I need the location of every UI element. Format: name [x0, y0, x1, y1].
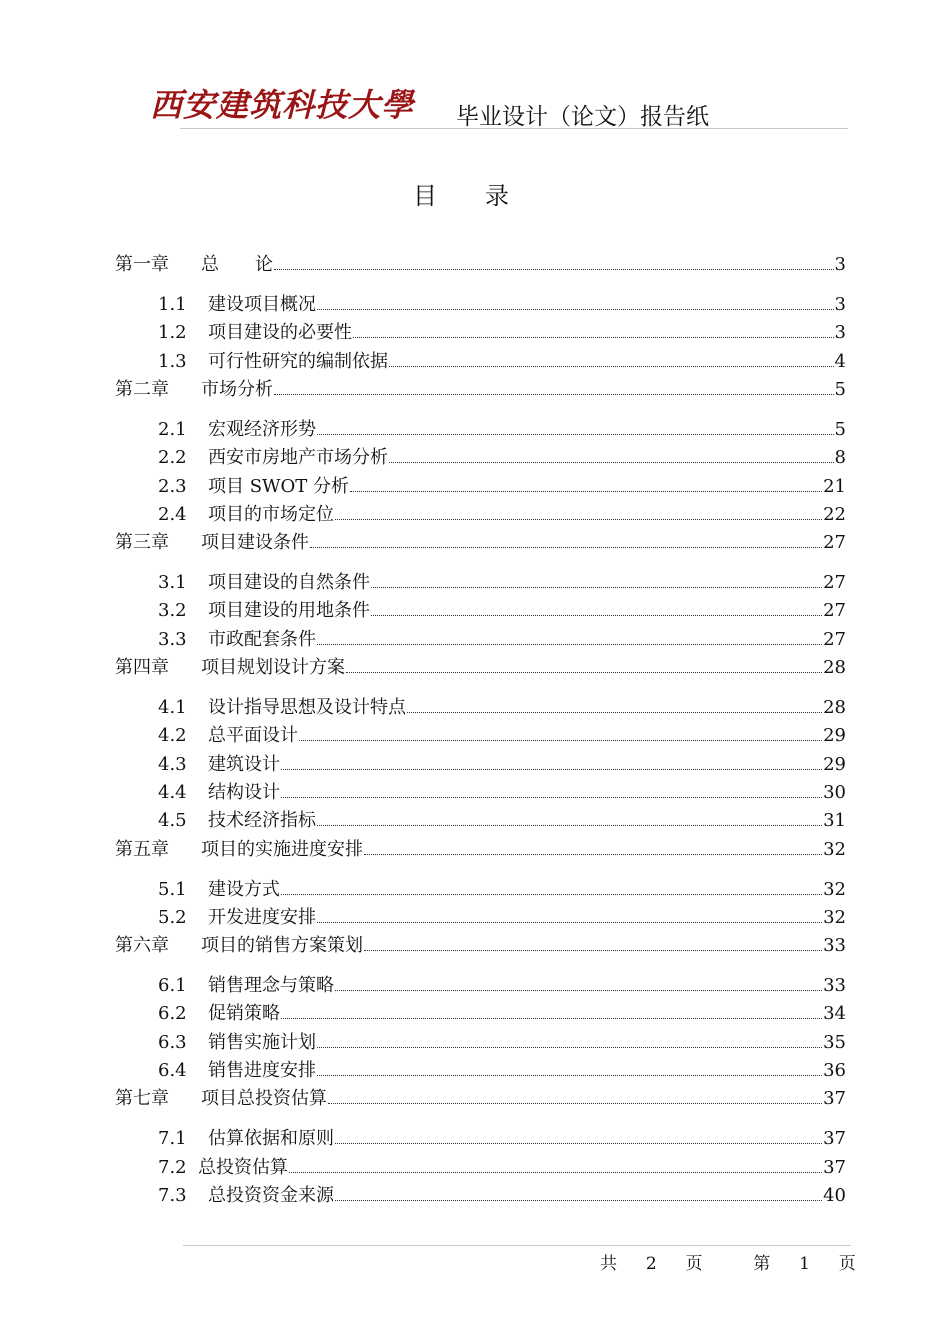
toc-entry-page: 8 [834, 447, 846, 469]
toc-entry-page: 32 [823, 906, 846, 928]
toc-entry-label: 项目建设的必要性 [208, 322, 352, 344]
toc-entry-number: 6.2 [158, 1003, 187, 1025]
toc-entry-number: 4.2 [158, 725, 187, 747]
toc-dot-leader [299, 740, 822, 741]
toc-dot-leader [350, 491, 822, 492]
toc-dot-leader [317, 825, 822, 826]
toc-entry-page: 27 [823, 532, 846, 554]
toc-chapter-entry[interactable] [115, 250, 846, 276]
toc-entry-number: 6.3 [158, 1031, 187, 1053]
toc-entry-number: 第二章 [115, 378, 169, 400]
toc-dot-leader [335, 990, 822, 991]
toc-entry-label: 促销策略 [208, 1003, 280, 1025]
university-logo: 西安建筑科技大學 [150, 86, 415, 124]
toc-entry-label: 建设项目概况 [208, 294, 316, 315]
toc-section-entry[interactable] [158, 721, 846, 747]
toc-entry-page: 33 [823, 935, 846, 957]
toc-title: 目录 [413, 182, 557, 210]
toc-entry-number: 3.3 [158, 628, 187, 650]
toc-entry-label: 设计指导思想及设计特点 [208, 697, 406, 718]
toc-entry-number: 1.1 [158, 294, 187, 315]
toc-entry-label: 可行性研究的编制依据 [208, 350, 388, 372]
footer-current-page: 1 [799, 1254, 810, 1274]
toc-entry-page: 29 [823, 725, 846, 747]
toc-entry-page: 37 [823, 1128, 846, 1150]
toc-section-entry[interactable] [158, 625, 846, 651]
toc-dot-leader [310, 547, 822, 548]
toc-entry-page: 32 [823, 878, 846, 900]
toc-entry-number: 2.2 [158, 447, 187, 469]
toc-entry-page: 34 [823, 1003, 846, 1025]
toc-entry-label: 销售实施计划 [208, 1031, 316, 1053]
footer-total-prefix: 共 [600, 1254, 617, 1274]
footer-current-suffix: 页 [838, 1254, 856, 1274]
toc-dot-leader [364, 854, 822, 855]
toc-entry-page: 30 [823, 781, 846, 803]
toc-entry-label: 项目总投资估算 [201, 1088, 327, 1110]
toc-chapter-entry[interactable] [115, 375, 846, 401]
toc-entry-number: 第六章 [115, 935, 169, 957]
toc-section-entry[interactable] [158, 1181, 846, 1207]
toc-entry-label: 项目的实施进度安排 [201, 838, 363, 860]
toc-entry-page: 37 [823, 1156, 846, 1178]
toc-chapter-entry[interactable] [115, 931, 846, 957]
toc-entry-label: 总 论 [201, 254, 273, 275]
toc-dot-leader [281, 894, 822, 895]
toc-entry-page: 3 [834, 294, 846, 315]
toc-dot-leader [389, 462, 834, 463]
toc-entry-number: 6.1 [158, 975, 187, 997]
toc-entry-label: 项目 SWOT 分析 [208, 475, 350, 497]
footer-total-pages: 2 [645, 1254, 657, 1274]
toc-dot-leader [317, 309, 834, 310]
toc-entry-label: 项目的销售方案策划 [201, 935, 363, 957]
toc-dot-leader [317, 922, 822, 923]
toc-entry-number: 2.4 [158, 503, 187, 525]
toc-entry-number: 4.1 [158, 697, 187, 718]
toc-dot-leader [317, 434, 834, 435]
toc-entry-label: 技术经济指标 [208, 810, 316, 832]
toc-entry-page: 3 [834, 322, 846, 344]
toc-entry-page: 29 [823, 753, 846, 775]
toc-entry-number: 第五章 [115, 838, 169, 860]
toc-section-entry[interactable] [158, 443, 846, 469]
toc-dot-leader [407, 712, 822, 713]
toc-entry-label: 宏观经济形势 [208, 418, 316, 440]
toc-section-entry[interactable] [158, 290, 846, 316]
toc-entry-page: 35 [823, 1031, 846, 1053]
toc-section-entry[interactable] [158, 347, 846, 373]
page-header [0, 0, 950, 140]
toc-entry-page: 27 [823, 572, 846, 594]
toc-entry-number: 7.3 [158, 1184, 187, 1206]
toc-section-entry[interactable] [158, 778, 846, 804]
toc-dot-leader [371, 587, 822, 588]
header-divider [180, 128, 848, 129]
toc-entry-page: 27 [823, 600, 846, 622]
toc-entry-number: 7.2 [158, 1156, 187, 1178]
toc-chapter-entry[interactable] [115, 653, 846, 679]
page-footer [600, 1249, 856, 1274]
toc-dot-leader [289, 1172, 822, 1173]
toc-entry-number: 5.2 [158, 906, 187, 928]
toc-section-entry[interactable] [158, 999, 846, 1025]
toc-entry-label: 市场分析 [201, 378, 273, 400]
footer-total-suffix: 页 [685, 1254, 703, 1274]
toc-entry-label: 总投资估算 [198, 1156, 288, 1178]
toc-entry-page: 5 [834, 378, 846, 400]
toc-entry-number: 第三章 [115, 532, 169, 554]
toc-entry-number: 5.1 [158, 878, 187, 900]
toc-entry-page: 22 [823, 503, 846, 525]
footer-current-prefix: 第 [753, 1254, 771, 1274]
toc-dot-leader [371, 615, 822, 616]
toc-entry-number: 3.1 [158, 572, 187, 594]
toc-entry-label: 西安市房地产市场分析 [208, 447, 388, 469]
toc-entry-page: 31 [823, 810, 846, 832]
toc-entry-number: 4.4 [158, 781, 187, 803]
toc-entry-label: 市政配套条件 [208, 628, 316, 650]
toc-entry-label: 项目建设条件 [201, 532, 309, 554]
toc-dot-leader [389, 366, 834, 367]
toc-entry-page: 3 [834, 254, 846, 275]
toc-entry-page: 5 [834, 418, 846, 440]
footer-divider [183, 1245, 851, 1246]
toc-dot-leader [281, 1018, 822, 1019]
toc-entry-number: 3.2 [158, 600, 187, 622]
toc-entry-page: 33 [823, 975, 846, 997]
toc-entry-label: 销售理念与策略 [208, 975, 334, 997]
toc-section-entry[interactable] [158, 1153, 846, 1179]
toc-entry-label: 项目建设的用地条件 [208, 600, 370, 622]
toc-entry-label: 估算依据和原则 [208, 1128, 334, 1150]
toc-section-entry[interactable] [158, 568, 846, 594]
toc-entry-label: 开发进度安排 [208, 906, 316, 928]
toc-section-entry[interactable] [158, 415, 846, 441]
toc-dot-leader [281, 769, 822, 770]
toc-entry-page: 4 [834, 350, 846, 372]
toc-entry-number: 2.1 [158, 418, 187, 440]
toc-dot-leader [317, 1075, 822, 1076]
toc-section-entry[interactable] [158, 1028, 846, 1054]
toc-entry-label: 总平面设计 [208, 725, 298, 747]
toc-chapter-entry[interactable] [115, 528, 846, 554]
toc-section-entry[interactable] [158, 500, 846, 526]
toc-dot-leader [274, 394, 834, 395]
toc-entry-page: 32 [823, 838, 846, 860]
toc-entry-number: 第七章 [115, 1088, 169, 1110]
toc-dot-leader [346, 672, 822, 673]
toc-section-entry[interactable] [158, 903, 846, 929]
toc-dot-leader [335, 1143, 822, 1144]
toc-entry-page: 21 [823, 475, 846, 497]
toc-dot-leader [353, 337, 834, 338]
toc-dot-leader [335, 1200, 822, 1201]
toc-entry-label: 项目的市场定位 [208, 503, 334, 525]
toc-entry-number: 4.3 [158, 753, 187, 775]
toc-chapter-entry[interactable] [115, 835, 846, 861]
toc-section-entry[interactable] [158, 318, 846, 344]
toc-section-entry[interactable] [158, 693, 846, 719]
toc-entry-page: 40 [823, 1184, 846, 1206]
toc-section-entry[interactable] [158, 750, 846, 776]
toc-entry-label: 项目建设的自然条件 [208, 572, 370, 594]
toc-section-entry[interactable] [158, 971, 846, 997]
toc-entry-page: 28 [823, 657, 846, 678]
toc-section-entry[interactable] [158, 806, 846, 832]
toc-entry-label: 销售进度安排 [208, 1060, 316, 1081]
toc-entry-number: 1.3 [158, 350, 187, 372]
toc-entry-page: 28 [823, 697, 846, 718]
toc-entry-label: 总投资资金来源 [208, 1184, 334, 1206]
toc-section-entry[interactable] [158, 596, 846, 622]
toc-entry-label: 建设方式 [208, 878, 280, 900]
toc-entry-label: 项目规划设计方案 [201, 657, 345, 678]
toc-dot-leader [317, 644, 822, 645]
toc-entry-label: 结构设计 [208, 781, 280, 803]
toc-entry-label: 建筑设计 [208, 753, 280, 775]
toc-entry-number: 1.2 [158, 322, 187, 344]
toc-entry-page: 27 [823, 628, 846, 650]
toc-dot-leader [317, 1047, 822, 1048]
toc-section-entry[interactable] [158, 1056, 846, 1082]
toc-section-entry[interactable] [158, 472, 846, 498]
toc-entry-number: 2.3 [158, 475, 187, 497]
toc-section-entry[interactable] [158, 875, 846, 901]
toc-entry-number: 6.4 [158, 1060, 187, 1081]
toc-entry-page: 37 [823, 1088, 846, 1110]
toc-entry-number: 7.1 [158, 1128, 187, 1150]
toc-entry-number: 第四章 [115, 657, 169, 678]
toc-dot-leader [364, 950, 822, 951]
toc-section-entry[interactable] [158, 1124, 846, 1150]
toc-entry-number: 4.5 [158, 810, 187, 832]
toc-entry-page: 36 [823, 1060, 846, 1081]
toc-dot-leader [274, 269, 834, 270]
toc-dot-leader [335, 519, 822, 520]
toc-entry-number: 第一章 [115, 254, 169, 275]
report-title: 毕业设计（论文）报告纸 [456, 104, 709, 130]
toc-dot-leader [281, 797, 822, 798]
toc-dot-leader [328, 1103, 822, 1104]
toc-chapter-entry[interactable] [115, 1084, 846, 1110]
